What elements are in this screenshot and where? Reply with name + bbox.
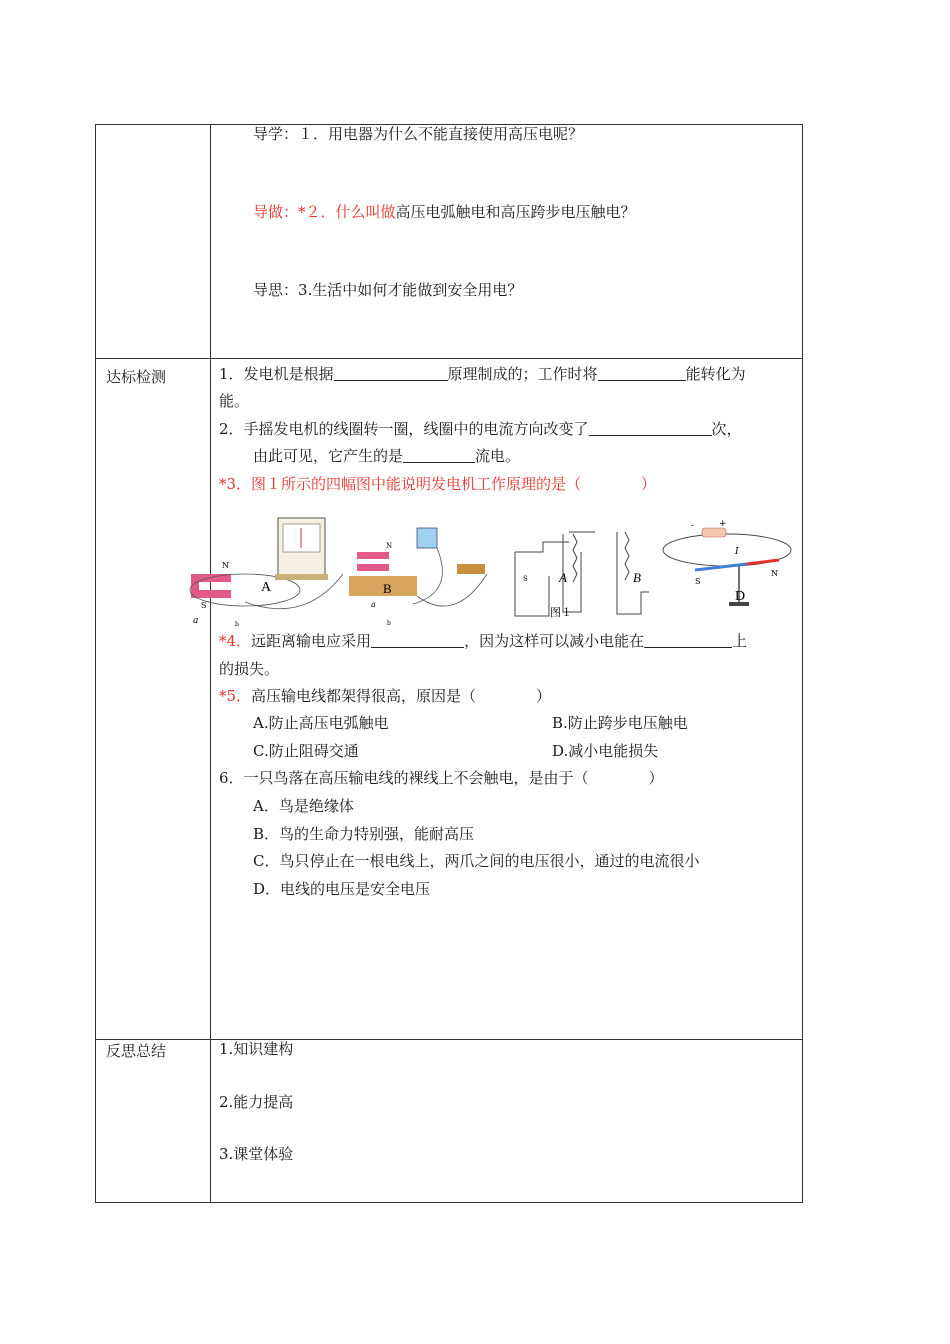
fig-b-small-b: b: [387, 620, 391, 627]
fig-a-label: A: [261, 580, 272, 595]
row-divider-2: [96, 1039, 802, 1040]
fig-d-minus: -: [691, 521, 695, 531]
q1-text-b: 原理制成的；工作时将: [447, 365, 598, 383]
q1-line1: [219, 364, 746, 384]
q5-number: *5．: [219, 687, 252, 705]
q5-line: [219, 686, 551, 706]
reflect-item-3: 3.课堂体验: [219, 1145, 294, 1163]
guide-do-prefix: 导做：*２．什么叫做: [253, 203, 396, 221]
q5-option-a: A.防止高压电弧触电: [253, 714, 389, 732]
guide-do-rest: 高压电弧触电和高压跨步电压触电？: [395, 203, 636, 221]
fig-d-s: S: [695, 577, 701, 586]
fig-b-n: N: [386, 542, 393, 550]
row-divider-1: [96, 358, 802, 359]
fig-d-label: D: [735, 589, 746, 604]
fig-caption: 图１: [550, 606, 572, 619]
fig-b-apparatus: [349, 528, 487, 606]
fig-b-small-a: a: [371, 600, 376, 609]
fig-a-n: N: [222, 561, 229, 570]
q5-text: 高压输电线都架得很高，原因是（ ）: [251, 687, 552, 705]
q3-text: *3．图１所示的四幅图中能说明发电机工作原理的是（ ）: [219, 475, 657, 493]
q4-text-d: 上: [732, 632, 748, 650]
q2-line2: [253, 446, 520, 466]
q1-text-c: 能转化为: [685, 365, 746, 383]
fig-d-apparatus: [663, 528, 791, 606]
fig-a-small-a: a: [193, 616, 199, 626]
q4-number: *4．: [219, 632, 252, 650]
q5-option-d: D.减小电能损失: [552, 742, 659, 760]
fig-a-galvanometer: [275, 518, 328, 580]
fig-a-s: S: [201, 601, 207, 610]
q2-blank-1: [589, 421, 712, 436]
figure-1: [95, 512, 801, 630]
reflect-item-2: 2.能力提高: [219, 1093, 294, 1111]
fig-c-circuit: [515, 532, 649, 616]
q1-blank-2: [598, 366, 686, 381]
q1-line2: 能。: [219, 392, 250, 410]
q4-blank-2: [644, 633, 732, 648]
q4-line1: [219, 631, 747, 651]
q1-text-a: 1．发电机是根据: [219, 365, 334, 383]
q2-text-a: 2．手摇发电机的线圈转一圈，线圈中的电流方向改变了: [219, 420, 589, 438]
fig-a-small-b: b: [235, 621, 239, 628]
q4-blank-1: [371, 633, 464, 648]
q6-option-a: A．鸟是绝缘体: [253, 797, 354, 815]
fig-c-label-b: B: [633, 570, 641, 585]
column-divider: [210, 125, 211, 1202]
q4-line2: 的损失。: [219, 660, 280, 678]
fig-d-i: I: [735, 547, 739, 557]
guide-learn: 导学：１．用电器为什么不能直接使用高压电呢？: [253, 125, 584, 143]
guide-think: 导思：3.生活中如何才能做到安全用电？: [253, 281, 523, 299]
fig-d-n: N: [771, 569, 778, 578]
q6-option-d: D．电线的电压是安全电压: [253, 880, 431, 898]
check-label: 达标检测: [106, 368, 167, 386]
q2-blank-2: [403, 448, 475, 463]
q2-text-c: 由此可见，它产生的是: [253, 447, 404, 465]
q6-option-c: C．鸟只停止在一根电线上，两爪之间的电压很小，通过的电流很小: [253, 852, 700, 870]
q2-text-b: 次，: [711, 420, 742, 438]
reflect-label: 反思总结: [106, 1042, 167, 1060]
q5-option-b: B.防止跨步电压触电: [552, 714, 688, 732]
fig-c-label-a: A: [559, 570, 567, 585]
q2-line1: [219, 419, 742, 439]
q4-text-c: ，因为这样可以减小电能在: [464, 632, 645, 650]
q5-option-c: C.防止阻碍交通: [253, 742, 359, 760]
q4-text-b: 远距离输电应采用: [251, 632, 372, 650]
fig-b-label: B: [383, 581, 392, 596]
q1-blank-1: [334, 366, 448, 381]
reflect-item-1: 1.知识建构: [219, 1040, 294, 1058]
q6-option-b: B．鸟的生命力特别强，能耐高压: [253, 825, 475, 843]
fig-d-plus: +: [719, 519, 727, 529]
q2-text-d: 流电。: [475, 447, 521, 465]
fig-c-s: S: [523, 575, 528, 583]
guide-do: [253, 202, 636, 222]
q6-text: 6．一只鸟落在高压输电线的裸线上不会触电，是由于（ ）: [219, 769, 664, 787]
